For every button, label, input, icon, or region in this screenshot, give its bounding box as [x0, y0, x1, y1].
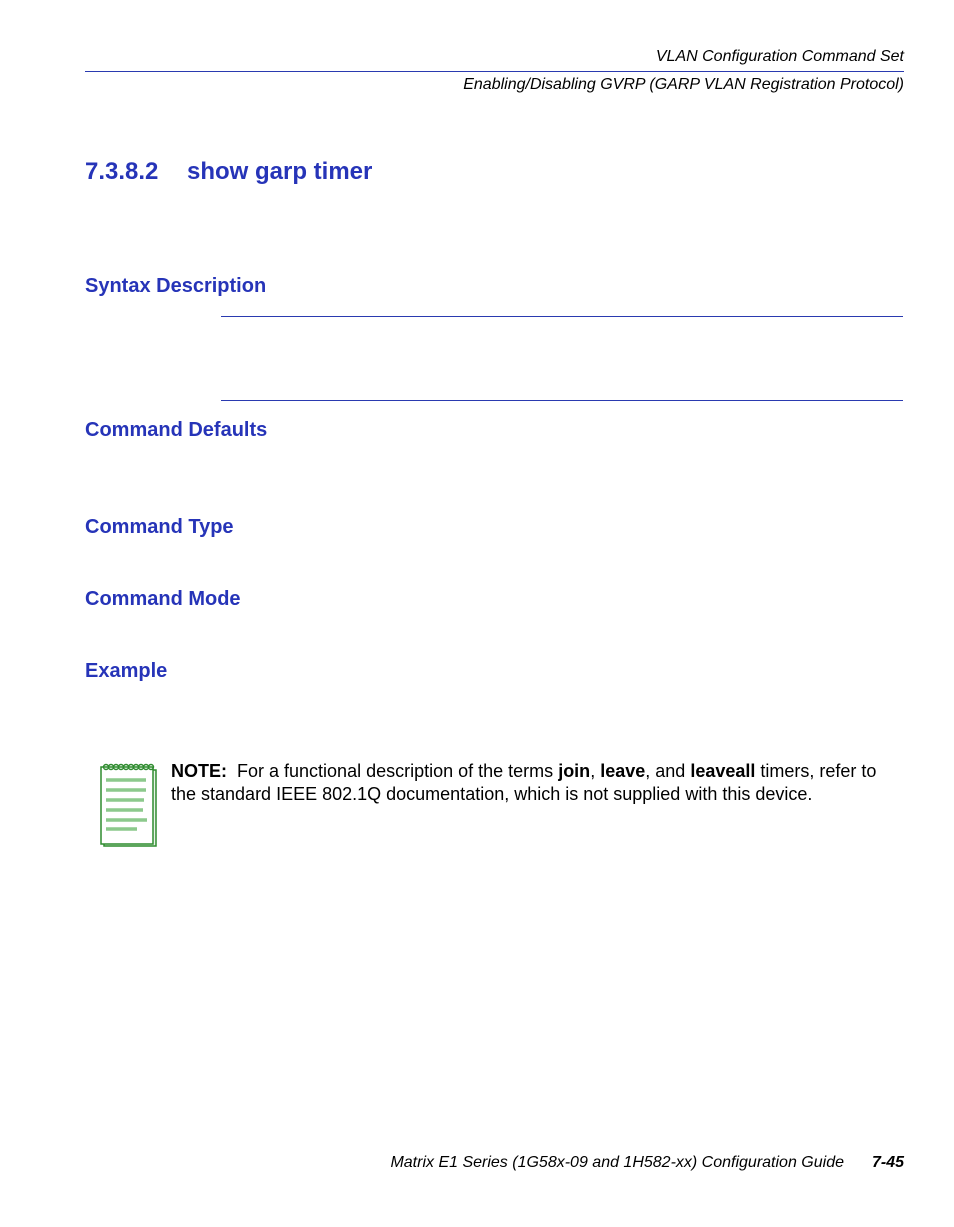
running-head-chapter: VLAN Configuration Command Set [655, 48, 904, 65]
note-separator: , [590, 761, 596, 781]
note-rest: timers, refer to the standard IEEE 802.1Q documentation, which is not supplied with this device. [171, 761, 877, 804]
footer-title: Matrix E1 Series (1G58x-09 and 1H582-xx) Configuration Guide [390, 1154, 844, 1171]
term-leave: leave [600, 761, 646, 781]
note-separator: , and [645, 761, 686, 781]
section-title-text: show garp timer [187, 158, 373, 185]
section-title [85, 158, 372, 186]
section-number: 7.3.8.2 [85, 158, 159, 185]
command-defaults-heading: Command Defaults [85, 419, 268, 441]
running-head-section: Enabling/Disabling GVRP (GARP VLAN Registration Protocol) [463, 76, 904, 93]
command-type-heading: Command Type [85, 516, 234, 538]
notepad-icon [99, 763, 157, 847]
example-heading: Example [85, 660, 168, 682]
syntax-description-heading: Syntax Description [85, 275, 267, 297]
syntax-table-top-rule [221, 316, 903, 317]
command-mode-heading: Command Mode [85, 588, 241, 610]
syntax-table-bottom-rule [221, 400, 903, 401]
page-number: 7-45 [871, 1154, 904, 1171]
note-label: NOTE: [171, 761, 227, 781]
header-rule [85, 71, 904, 72]
term-join: join [558, 761, 591, 781]
term-leaveall: leaveall [690, 761, 756, 781]
note-intro: For a functional description of the terms [237, 761, 554, 781]
note-text [171, 760, 906, 806]
